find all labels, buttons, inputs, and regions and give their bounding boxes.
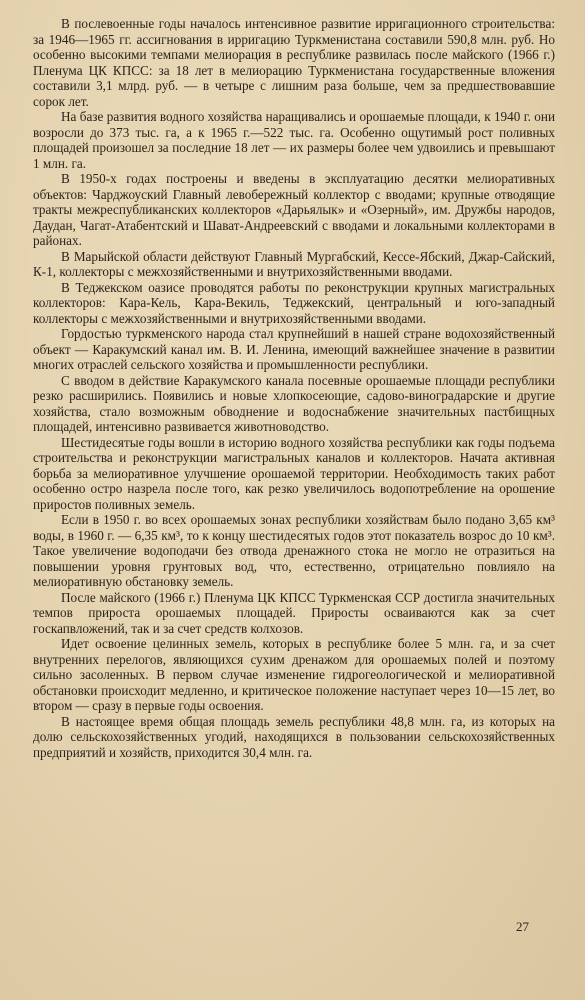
paragraph-9: Если в 1950 г. во всех орошаемых зонах республики хозяйствам было подано 3,65 км³ воды, в 1960 г. — 6,35 км³, то к концу шестидесятых годов этот показатель возрос до 10 км³. Такое увеличение водоподачи без отвода дренажного стока не могло не отразиться на повышении уровня грунтовых вод, что, естественно, отрицательно повлияло на мелиоративную обстановку земель. [33, 512, 555, 589]
paragraph-5: В Теджекском оазисе проводятся работы по реконструкции крупных магистральных коллекторов: Кара-Кель, Кара-Векиль, Теджекский, центральный и юго-западный коллекторы с межхозяйственными и внутрихозяйственными вводами. [33, 279, 555, 326]
paragraph-8: Шестидесятые годы вошли в историю водного хозяйства республики как годы подъема строительства и реконструкции магистральных каналов и коллекторов. Начата активная борьба за мелиоративное улучшение орошаемой территории. Необходимость таких работ особенно остро назрела после того, как резко увеличилось водопотребление на орошение приростов поливных земель. [33, 434, 555, 512]
page-number: 27 [516, 919, 529, 934]
paragraph-4: В Марыйской области действуют Главный Мургабский, Кессе-Ябский, Джар-Сайский, К-1, коллекторы с межхозяйственными и внутрихозяйственными вводами. [33, 248, 555, 279]
paragraph-3: В 1950-х годах построены и введены в эксплуатацию десятки мелиоративных объектов: Чарджоуский Главный левобережный коллектор с вводами; крупные отводящие тракты межреспубликанских коллекторов «Дарьялык» и «Озерный», им. Дружбы народов, Даудан, Чагат-Атабентский и Шават-Андреевский с вводами и локальными коллекторами в районах. [33, 171, 555, 248]
paragraph-1: В послевоенные годы началось интенсивное развитие ирригационного строительства: за 1946—1965 гг. ассигнования в ирригацию Туркменистана составили 590,8 млн. руб. Но особенно высокими темпами мелиорация в республике развилась после майского (1966 г.) Пленума ЦК КПСС: за 18 лет в мелиорацию Туркменистана государственные вложения составили 3,1 млрд. руб. — в четыре с лишним раза больше, чем за предшествовавшие сорок лет. [33, 16, 555, 109]
paragraph-11: Идет освоение целинных земель, которых в республике более 5 млн. га, и за счет внутренних перелогов, являющихся сухим дренажом для орошаемых полей и поэтому сильно засоленных. В первом случае изменение гидрогеологической и мелиоративной обстановки происходит медленно, и критическое положение наступает через 10—15 лет, во втором — сразу в первые годы освоения. [33, 636, 555, 713]
paragraph-7: С вводом в действие Каракумского канала посевные орошаемые площади республики резко расширились. Появились и новые хлопкосеющие, садово-виноградарские и другие хозяйства, стало возможным обводнение и водоснабжение значительных пастбищных площадей, интенсивно развивается животноводство. [33, 372, 555, 434]
text-body [33, 16, 555, 760]
paragraph-2: На базе развития водного хозяйства наращивались и орошаемые площади, к 1940 г. они возросли до 373 тыс. га, а к 1965 г.—522 тыс. га. Особенно ощутимый рост поливных площадей произошел за последние 18 лет — их размеры более чем удвоились и превышают 1 млн. га. [33, 109, 555, 171]
paragraph-12: В настоящее время общая площадь земель республики 48,8 млн. га, из которых на долю сельскохозяйственных угодий, находящихся в пользовании сельскохозяйственных предприятий и хозяйств, приходится 30,4 млн. га. [33, 713, 555, 760]
paragraph-6: Гордостью туркменского народа стал крупнейший в нашей стране водохозяйственный объект — Каракумский канал им. В. И. Ленина, имеющий важнейшее значение в развитии многих отраслей сельского хозяйства и промышленности республики. [33, 326, 555, 372]
paragraph-10: После майского (1966 г.) Пленума ЦК КПСС Туркменская ССР достигла значительных темпов прироста орошаемых площадей. Приросты осваиваются как за счет госкапвложений, так и за счет средств колхозов. [33, 589, 555, 636]
